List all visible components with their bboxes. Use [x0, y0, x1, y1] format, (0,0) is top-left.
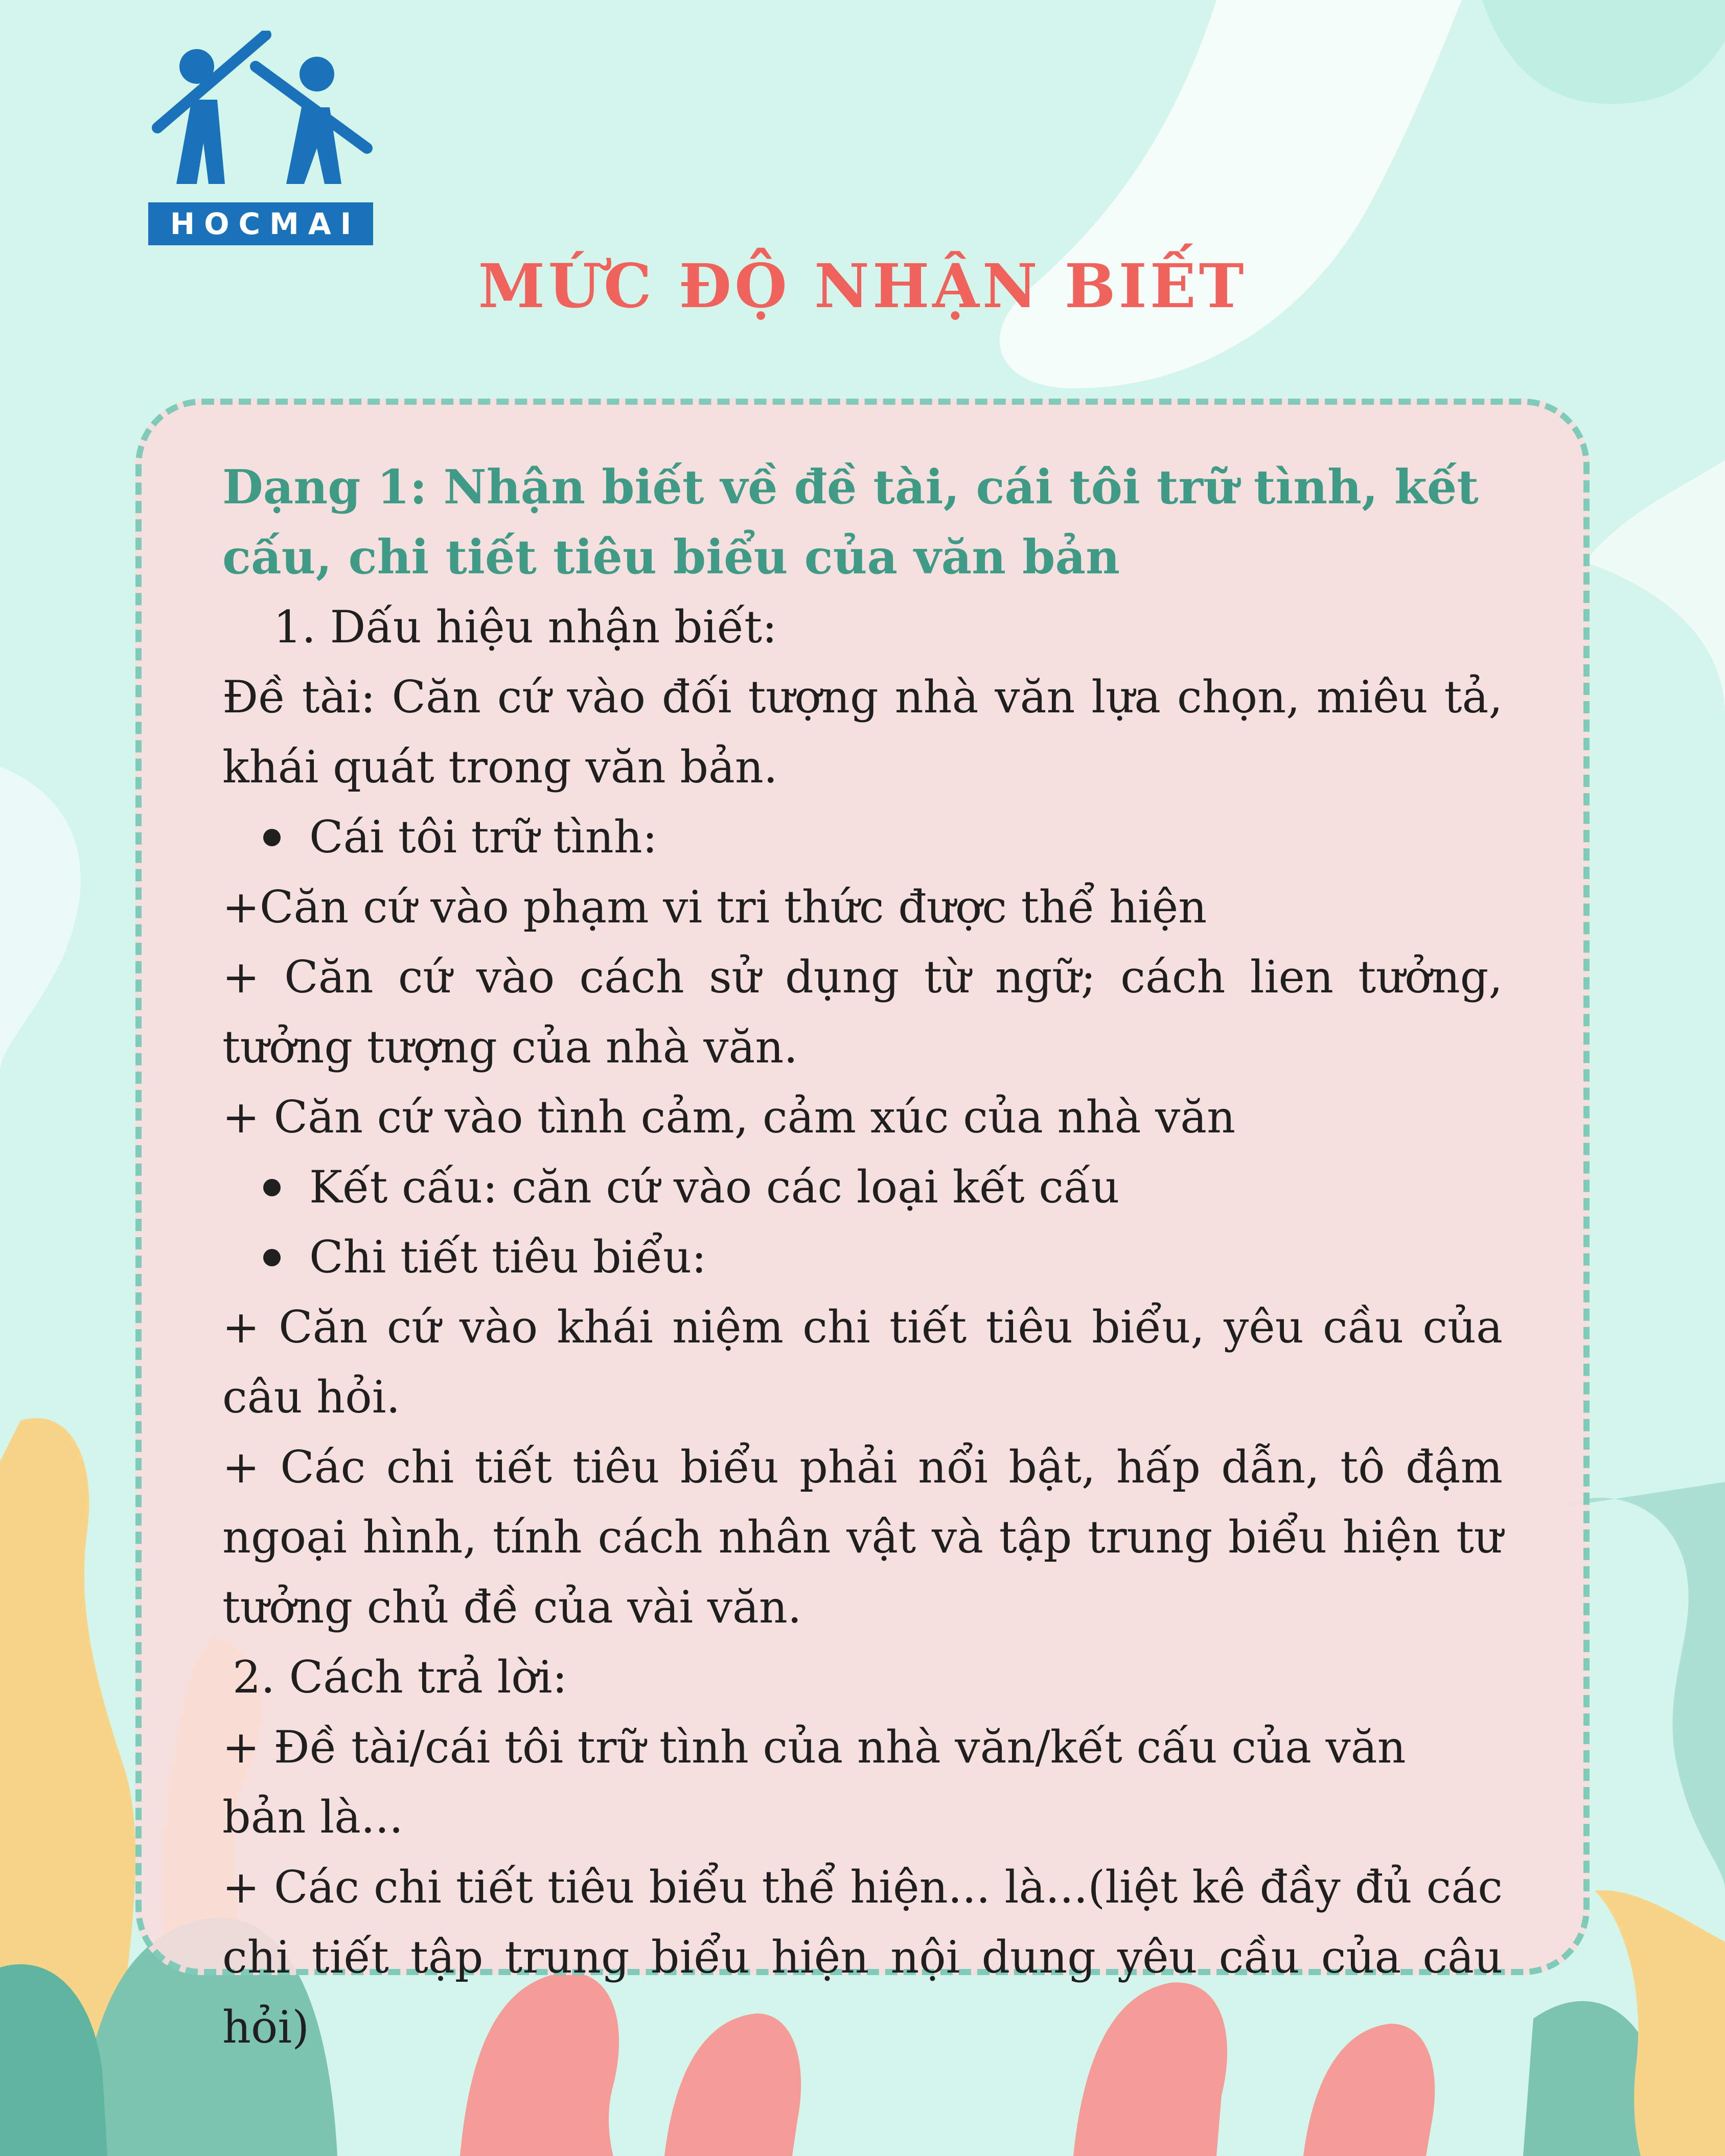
bullet-structure: Kết cấu: căn cứ vào các loại kết cấu	[222, 1152, 1503, 1222]
paragraph-topic: Đề tài: Căn cứ vào đối tượng nhà văn lựa chọn, miêu tả, khái quát trong văn bản.	[222, 671, 1503, 793]
page-title: MỨC ĐỘ NHẬN BIẾT	[478, 250, 1247, 321]
numbered-heading-signs: 1. Dấu hiệu nhận biết:	[273, 601, 777, 653]
hocmai-logo	[148, 31, 373, 245]
paragraph-line: +Căn cứ vào phạm vi tri thức được thể hiện	[222, 881, 1207, 933]
bullet-typical-details: Chi tiết tiêu biểu:	[222, 1222, 1503, 1292]
paragraph-line: + Đề tài/cái tôi trữ tình của nhà văn/kết cấu của văn bản là...	[222, 1721, 1406, 1843]
content-body	[222, 452, 1503, 2062]
section-title: Dạng 1: Nhận biết về đề tài, cái tôi trữ tình, kết cấu, chi tiết tiêu biểu của văn bản	[222, 459, 1479, 585]
paragraph-line: + Căn cứ vào cách sử dụng từ ngữ; cách lien tưởng, tưởng tượng của nhà văn.	[222, 951, 1503, 1073]
paragraph-line: + Căn cứ vào tình cảm, cảm xúc của nhà văn	[222, 1091, 1236, 1143]
logo-text: HOCMAI	[170, 206, 361, 241]
paragraph-line: + Các chi tiết tiêu biểu thể hiện... là...(liệt kê đầy đủ các chi tiết tập trung biểu hiện nội dung yêu cầu của câu hỏi)	[222, 1861, 1503, 2053]
numbered-heading-answer: 2. Cách trả lời:	[233, 1651, 567, 1703]
paragraph-line: + Căn cứ vào khái niệm chi tiết tiêu biểu, yêu cầu của câu hỏi.	[222, 1301, 1503, 1423]
paragraph-line: + Các chi tiết tiêu biểu phải nổi bật, hấp dẫn, tô đậm ngoại hình, tính cách nhân vật và tập trung biểu hiện tư tưởng chủ đề của vài văn.	[222, 1441, 1503, 1633]
bullet-lyrical-self: Cái tôi trữ tình:	[222, 802, 1503, 872]
